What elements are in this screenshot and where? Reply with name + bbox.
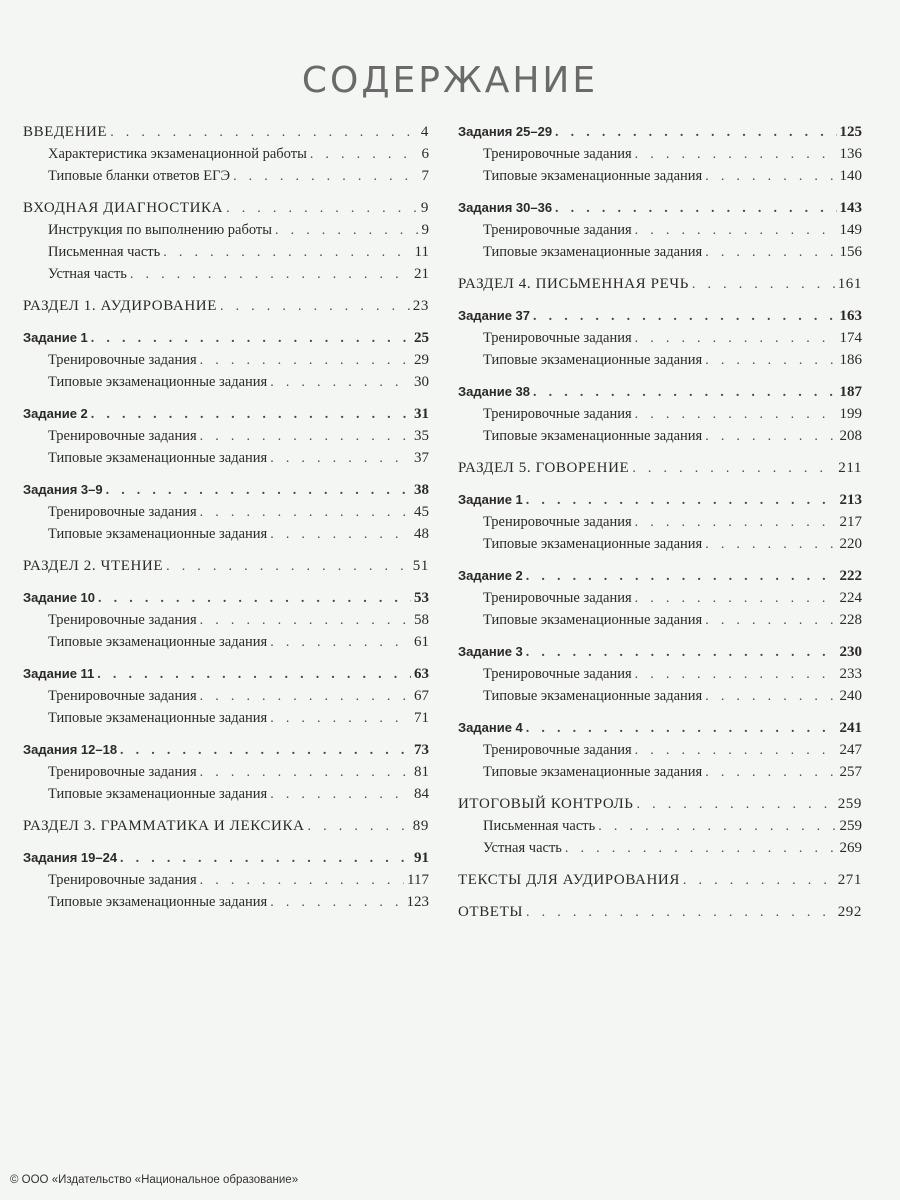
- toc-entry-page: 174: [839, 330, 862, 346]
- dot-leader: [97, 664, 411, 686]
- toc-entry-label: ОТВЕТЫ: [458, 904, 524, 920]
- toc-entry-page: 38: [414, 482, 429, 498]
- toc-entry-label: Тренировочные задания: [483, 514, 632, 530]
- dot-leader: [270, 708, 411, 730]
- toc-entry-label: Задание 38: [458, 384, 531, 399]
- toc-entry: [458, 511, 862, 533]
- dot-leader: [233, 166, 418, 188]
- dot-leader: [200, 762, 411, 784]
- dot-leader: [637, 794, 835, 816]
- toc-entry-page: 259: [839, 818, 862, 834]
- toc-entry-page: 25: [414, 330, 429, 346]
- dot-leader: [632, 458, 835, 480]
- toc-entry-label: Типовые экзаменационные задания: [48, 786, 268, 802]
- dot-leader: [120, 848, 411, 870]
- toc-entry-page: 91: [414, 850, 429, 866]
- toc-entry-page: 89: [412, 818, 429, 834]
- dot-leader: [635, 144, 837, 166]
- toc-entry-label: Тренировочные задания: [483, 330, 632, 346]
- toc-entry: [23, 121, 429, 143]
- dot-leader: [705, 242, 836, 264]
- toc-entry-label: Задание 37: [458, 308, 531, 323]
- dot-leader: [635, 664, 837, 686]
- dot-leader: [705, 350, 836, 372]
- toc-entry-page: 117: [407, 872, 429, 888]
- dot-leader: [98, 588, 411, 610]
- toc-entry: [23, 403, 429, 425]
- toc-entry: [458, 685, 862, 707]
- dot-leader: [200, 870, 404, 892]
- dot-leader: [705, 610, 836, 632]
- toc-entry: [23, 587, 429, 609]
- toc-entry-label: Тренировочные задания: [483, 590, 632, 606]
- toc-entry: [458, 305, 862, 327]
- toc-entry: [23, 327, 429, 349]
- toc-entry-label: Типовые экзаменационные задания: [483, 536, 703, 552]
- toc-entry-page: 61: [414, 634, 429, 650]
- toc-entry: [23, 447, 429, 469]
- dot-leader: [270, 448, 411, 470]
- toc-entry: [458, 121, 862, 143]
- toc-entry-page: 11: [414, 244, 429, 260]
- toc-entry-label: Тренировочные задания: [483, 222, 632, 238]
- dot-leader: [200, 686, 411, 708]
- toc-entry: [458, 219, 862, 241]
- toc-entry-label: РАЗДЕЛ 4. ПИСЬМЕННАЯ РЕЧЬ: [458, 276, 689, 292]
- dot-leader: [526, 902, 835, 924]
- toc-entry: [23, 197, 429, 219]
- toc-entry-label: Задания 30–36: [458, 200, 553, 215]
- toc-entry-label: РАЗДЕЛ 3. ГРАММАТИКА И ЛЕКСИКА: [23, 818, 305, 834]
- toc-entry-label: Задание 2: [458, 568, 523, 583]
- toc-entry-label: Устная часть: [483, 840, 562, 856]
- toc-entry-page: 163: [839, 308, 862, 324]
- toc-entry-page: 228: [839, 612, 862, 628]
- toc-entry-page: 58: [414, 612, 429, 628]
- toc-entry: [23, 501, 429, 523]
- toc-entry-page: 48: [414, 526, 429, 542]
- toc-entry: [458, 489, 862, 511]
- dot-leader: [635, 404, 837, 426]
- toc-entry-label: Характеристика экзаменационной работы: [48, 146, 307, 162]
- toc-entry-label: Тренировочные задания: [48, 764, 197, 780]
- dot-leader: [166, 556, 410, 578]
- dot-leader: [683, 870, 835, 892]
- dot-leader: [635, 740, 837, 762]
- toc-entry: [23, 891, 429, 913]
- toc-entry-label: Тренировочные задания: [48, 428, 197, 444]
- toc-entry: [23, 685, 429, 707]
- toc-entry-label: Типовые бланки ответов ЕГЭ: [48, 168, 231, 184]
- toc-entry-label: Типовые экзаменационные задания: [48, 710, 268, 726]
- toc-right-column: [458, 121, 862, 923]
- toc-entry: [23, 219, 429, 241]
- toc-entry: [23, 847, 429, 869]
- toc-entry: [458, 901, 862, 923]
- toc-entry-label: Типовые экзаменационные задания: [48, 894, 268, 910]
- copyright-footer: © ООО «Издательство «Национальное образование»: [10, 1174, 299, 1186]
- toc-entry-page: 208: [839, 428, 862, 444]
- toc-entry-page: 81: [414, 764, 429, 780]
- dot-leader: [200, 502, 411, 524]
- toc-entry-page: 230: [839, 644, 862, 660]
- toc-entry-label: Тренировочные задания: [48, 688, 197, 704]
- toc-entry-page: 37: [414, 450, 429, 466]
- dot-leader: [692, 274, 835, 296]
- toc-entry: [458, 425, 862, 447]
- toc-entry-label: Типовые экзаменационные задания: [483, 244, 703, 260]
- toc-entry: [23, 371, 429, 393]
- toc-entry: [458, 349, 862, 371]
- toc-entry: [23, 783, 429, 805]
- toc-entry: [458, 663, 862, 685]
- toc-entry: [458, 565, 862, 587]
- dot-leader: [310, 144, 419, 166]
- toc-entry: [458, 837, 862, 859]
- dot-leader: [226, 198, 418, 220]
- toc-entry-label: Инструкция по выполнению работы: [48, 222, 272, 238]
- dot-leader: [705, 686, 836, 708]
- toc-entry-page: 67: [414, 688, 429, 704]
- dot-leader: [91, 328, 411, 350]
- dot-leader: [526, 642, 837, 664]
- toc-entry-page: 6: [421, 146, 429, 162]
- dot-leader: [130, 264, 411, 286]
- toc-entry-page: 211: [838, 460, 862, 476]
- toc-entry-label: Задание 10: [23, 590, 96, 605]
- dot-leader: [106, 480, 411, 502]
- toc-entry-page: 29: [414, 352, 429, 368]
- toc-entry: [458, 381, 862, 403]
- toc-entry-label: ВВЕДЕНИЕ: [23, 124, 108, 140]
- toc-entry: [23, 295, 429, 317]
- toc-entry-page: 292: [837, 904, 862, 920]
- toc-entry: [458, 739, 862, 761]
- toc-entry: [23, 143, 429, 165]
- toc-entry-page: 9: [420, 200, 429, 216]
- dot-leader: [635, 328, 837, 350]
- toc-entry-label: Тренировочные задания: [483, 146, 632, 162]
- toc-entry-page: 233: [839, 666, 862, 682]
- dot-leader: [555, 198, 836, 220]
- toc-entry-page: 53: [414, 590, 429, 606]
- toc-entry-label: Задания 25–29: [458, 124, 553, 139]
- toc-entry-label: ТЕКСТЫ ДЛЯ АУДИРОВАНИЯ: [458, 872, 680, 888]
- dot-leader: [565, 838, 837, 860]
- toc-entry-page: 123: [406, 894, 429, 910]
- toc-entry-page: 9: [421, 222, 429, 238]
- toc-entry: [23, 707, 429, 729]
- toc-entry-page: 257: [839, 764, 862, 780]
- toc-entry-label: Типовые экзаменационные задания: [483, 612, 703, 628]
- toc-entry-page: 21: [414, 266, 429, 282]
- toc-entry: [458, 641, 862, 663]
- toc-entry-label: Типовые экзаменационные задания: [483, 352, 703, 368]
- toc-entry: [23, 425, 429, 447]
- dot-leader: [555, 122, 836, 144]
- toc-entry: [458, 587, 862, 609]
- toc-entry-label: Задание 2: [23, 406, 88, 421]
- toc-entry-label: Тренировочные задания: [483, 406, 632, 422]
- toc-entry-label: Типовые экзаменационные задания: [483, 688, 703, 704]
- toc-entry-label: ВХОДНАЯ ДИАГНОСТИКА: [23, 200, 224, 216]
- toc-entry: [458, 533, 862, 555]
- dot-leader: [270, 372, 411, 394]
- toc-entry-label: Задания 19–24: [23, 850, 118, 865]
- toc-entry: [23, 165, 429, 187]
- toc-entry: [458, 815, 862, 837]
- toc-entry-label: Задание 1: [458, 492, 523, 507]
- toc-entry-page: 161: [837, 276, 862, 292]
- dot-leader: [533, 382, 836, 404]
- toc-entry-page: 271: [837, 872, 862, 888]
- toc-entry-page: 241: [839, 720, 862, 736]
- dot-leader: [526, 718, 837, 740]
- toc-entry-label: Типовые экзаменационные задания: [48, 450, 268, 466]
- toc-entry-label: Типовые экзаменационные задания: [483, 764, 703, 780]
- toc-entry-label: Типовые экзаменационные задания: [483, 168, 703, 184]
- toc-entry-page: 125: [839, 124, 862, 140]
- toc-entry-page: 7: [421, 168, 429, 184]
- toc-entry: [458, 197, 862, 219]
- toc-entry-label: Задание 1: [23, 330, 88, 345]
- toc-entry-page: 71: [414, 710, 429, 726]
- toc-entry-label: Тренировочные задания: [48, 872, 197, 888]
- toc-entry-label: Тренировочные задания: [48, 352, 197, 368]
- toc-entry-label: Типовые экзаменационные задания: [48, 374, 268, 390]
- toc-entry-page: 31: [414, 406, 429, 422]
- toc-entry-label: Задание 4: [458, 720, 523, 735]
- toc-entry-page: 217: [839, 514, 862, 530]
- dot-leader: [270, 784, 411, 806]
- dot-leader: [91, 404, 411, 426]
- dot-leader: [120, 740, 411, 762]
- toc-entry: [458, 869, 862, 891]
- toc-entry-page: 45: [414, 504, 429, 520]
- toc-entry-page: 23: [412, 298, 429, 314]
- toc-entry-page: 143: [839, 200, 862, 216]
- toc-entry-label: РАЗДЕЛ 2. ЧТЕНИЕ: [23, 558, 164, 574]
- dot-leader: [533, 306, 836, 328]
- toc-entry: [23, 815, 429, 837]
- toc-entry-label: Тренировочные задания: [483, 742, 632, 758]
- toc-entry-label: Типовые экзаменационные задания: [48, 526, 268, 542]
- dot-leader: [270, 524, 411, 546]
- toc-entry-page: 63: [414, 666, 429, 682]
- toc-entry: [23, 663, 429, 685]
- toc-entry: [458, 165, 862, 187]
- dot-leader: [110, 122, 418, 144]
- toc-entry-page: 269: [839, 840, 862, 856]
- toc-entry: [458, 273, 862, 295]
- dot-leader: [705, 762, 836, 784]
- toc-entry: [458, 403, 862, 425]
- toc-entry-label: Тренировочные задания: [48, 612, 197, 628]
- toc-entry-label: Письменная часть: [48, 244, 161, 260]
- toc-entry: [458, 457, 862, 479]
- dot-leader: [526, 490, 837, 512]
- toc-entry: [23, 761, 429, 783]
- toc-entry: [23, 263, 429, 285]
- toc-entry-label: Тренировочные задания: [483, 666, 632, 682]
- toc-entry: [23, 609, 429, 631]
- toc-entry-page: 149: [839, 222, 862, 238]
- toc-entry-page: 30: [414, 374, 429, 390]
- page-title: СОДЕРЖАНИЕ: [301, 60, 599, 101]
- toc-entry-page: 224: [839, 590, 862, 606]
- dot-leader: [705, 166, 836, 188]
- toc-entry-page: 220: [839, 536, 862, 552]
- dot-leader: [163, 242, 411, 264]
- toc-entry: [458, 609, 862, 631]
- dot-leader: [635, 220, 837, 242]
- toc-entry-page: 136: [839, 146, 862, 162]
- toc-entry: [458, 143, 862, 165]
- toc-entry-page: 73: [414, 742, 429, 758]
- dot-leader: [270, 892, 403, 914]
- toc-entry: [23, 869, 429, 891]
- toc-entry: [23, 555, 429, 577]
- toc-entry: [458, 717, 862, 739]
- toc-entry-label: Задание 3: [458, 644, 523, 659]
- toc-entry: [458, 793, 862, 815]
- dot-leader: [635, 512, 837, 534]
- toc-entry: [23, 631, 429, 653]
- toc-entry-page: 222: [839, 568, 862, 584]
- toc-entry-page: 156: [839, 244, 862, 260]
- toc-entry: [23, 739, 429, 761]
- toc-entry-page: 4: [420, 124, 429, 140]
- dot-leader: [635, 588, 837, 610]
- dot-leader: [275, 220, 419, 242]
- toc-entry-page: 35: [414, 428, 429, 444]
- toc-entry-label: Задание 11: [23, 666, 95, 681]
- toc-entry: [23, 479, 429, 501]
- toc-entry-label: Тренировочные задания: [48, 504, 197, 520]
- toc-entry-label: Устная часть: [48, 266, 127, 282]
- toc-entry-page: 199: [839, 406, 862, 422]
- toc-entry-label: Письменная часть: [483, 818, 596, 834]
- toc-entry: [458, 327, 862, 349]
- toc-entry: [23, 241, 429, 263]
- dot-leader: [526, 566, 837, 588]
- dot-leader: [705, 426, 836, 448]
- toc-entry-page: 140: [839, 168, 862, 184]
- toc-entry-label: Типовые экзаменационные задания: [483, 428, 703, 444]
- toc-entry-label: ИТОГОВЫЙ КОНТРОЛЬ: [458, 796, 634, 812]
- toc-left-column: [23, 121, 429, 913]
- dot-leader: [308, 816, 410, 838]
- dot-leader: [220, 296, 410, 318]
- toc-entry-label: РАЗДЕЛ 1. АУДИРОВАНИЕ: [23, 298, 217, 314]
- toc-entry-page: 186: [839, 352, 862, 368]
- dot-leader: [705, 534, 836, 556]
- toc-entry: [23, 523, 429, 545]
- dot-leader: [200, 426, 411, 448]
- dot-leader: [270, 632, 411, 654]
- toc-entry: [458, 241, 862, 263]
- dot-leader: [200, 610, 411, 632]
- toc-entry-page: 213: [839, 492, 862, 508]
- toc-entry-label: Задания 3–9: [23, 482, 103, 497]
- toc-entry-label: Задания 12–18: [23, 742, 118, 757]
- toc-entry: [23, 349, 429, 371]
- toc-entry-label: Типовые экзаменационные задания: [48, 634, 268, 650]
- toc-entry-page: 259: [837, 796, 862, 812]
- toc-entry-page: 84: [414, 786, 429, 802]
- toc-entry-page: 51: [412, 558, 429, 574]
- dot-leader: [200, 350, 411, 372]
- toc-entry-page: 240: [839, 688, 862, 704]
- toc-entry-page: 247: [839, 742, 862, 758]
- toc-entry-label: РАЗДЕЛ 5. ГОВОРЕНИЕ: [458, 460, 630, 476]
- dot-leader: [598, 816, 836, 838]
- toc-entry: [458, 761, 862, 783]
- toc-entry-page: 187: [839, 384, 862, 400]
